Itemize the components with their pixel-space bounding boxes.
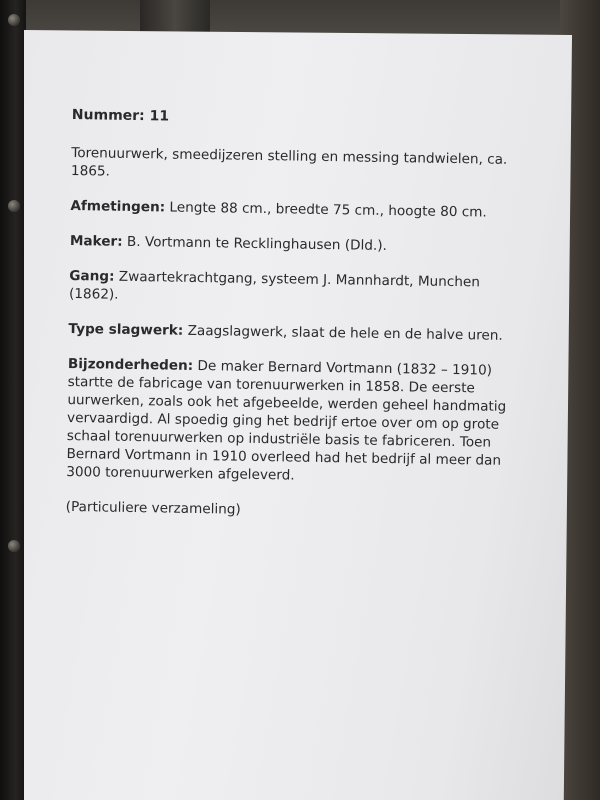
placard-strike <box>68 320 528 345</box>
dimensions-value: Lengte 88 cm., breedte 75 cm., hoogte 80 cm. <box>165 199 487 221</box>
placard-text <box>65 106 532 540</box>
placard-collection-note: (Particuliere verzameling) <box>65 498 241 518</box>
maker-label: Maker: <box>69 232 123 250</box>
rivet <box>8 14 20 26</box>
movement-label: Gang: <box>69 267 115 285</box>
details-label: Bijzonderheden: <box>67 355 194 374</box>
rivet <box>8 540 20 552</box>
placard-dimensions <box>70 197 530 222</box>
maker-value: B. Vortmann te Recklinghausen (Dld.). <box>122 233 388 254</box>
dimensions-label: Afmetingen: <box>70 197 166 216</box>
placard-description: Torenuurwerk, smeedijzeren stelling en messing tandwielen, ca. 1865. <box>70 144 508 180</box>
metal-frame <box>0 0 26 800</box>
rivet <box>8 200 20 212</box>
strike-value: Zaagslagwerk, slaat de hele en de halve uren. <box>183 322 503 344</box>
placard-maker <box>70 232 530 257</box>
placard-movement <box>69 267 530 310</box>
movement-value: Zwaartekrachtgang, systeem J. Mannhardt, Munchen (1862). <box>68 268 481 303</box>
placard-details <box>66 355 528 488</box>
strike-label: Type slagwerk: <box>68 320 184 339</box>
placard-number: Nummer: 11 <box>71 106 170 125</box>
details-value: De maker Bernard Vortmann (1832 – 1910) startte de fabricage van torenuurwerken in 1858. De eerste uurwerken, zoals ook het afgebeelde, werden geheel handmatig vervaardigd. Al spoedig ging het bedrijf ertoe over om op grote schaal torenuurwerken op industriële basis te fabriceren. Toen Bernard Vortmann in 1910 overleed had het bedrijf al meer dan 3000 torenuurwerken afgeleverd. <box>66 357 507 484</box>
